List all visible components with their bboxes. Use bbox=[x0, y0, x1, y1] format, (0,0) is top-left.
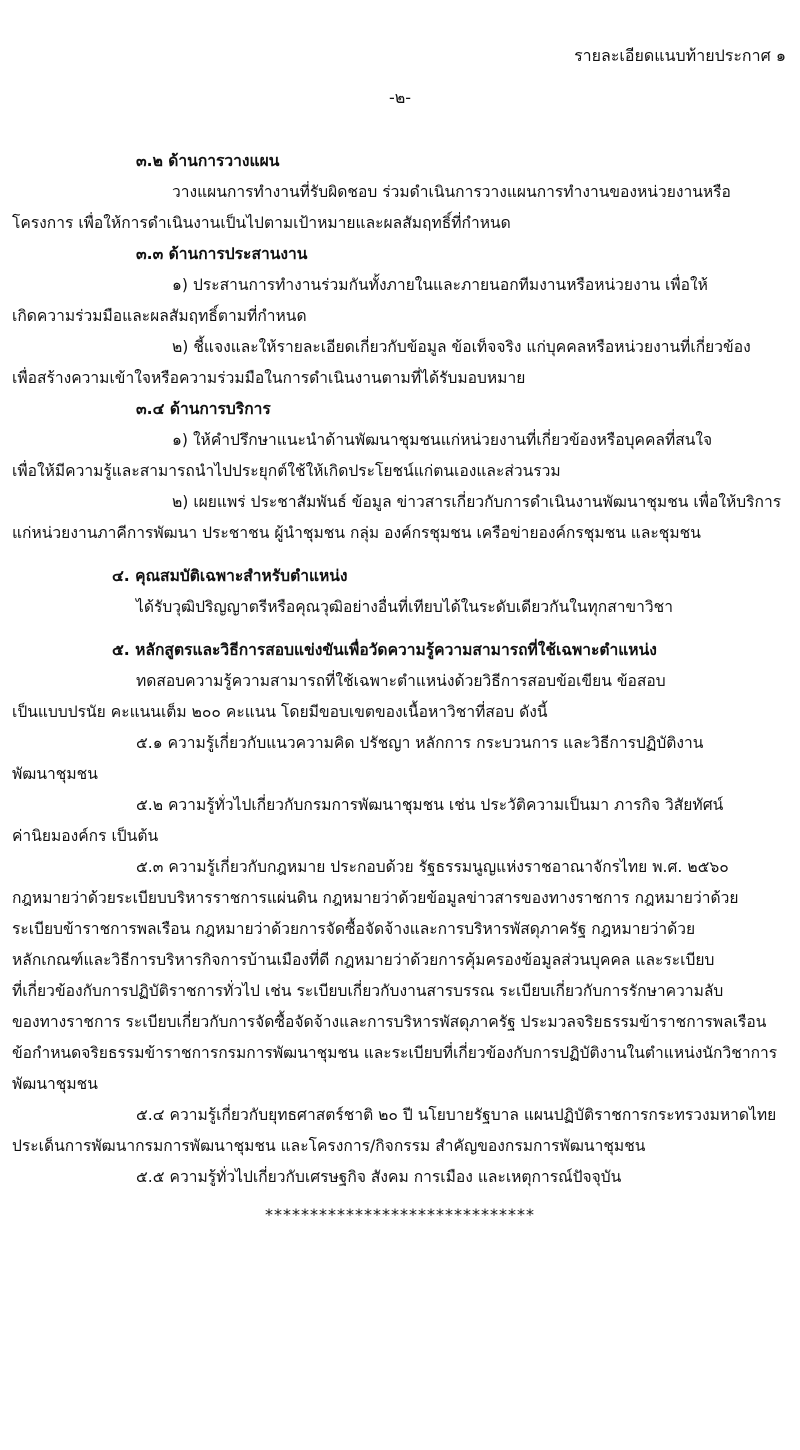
paragraph-line: ๒) ชี้แจงและให้รายละเอียดเกี่ยวกับข้อมูล ข้อเท็จจริง แก่บุคคลหรือหน่วยงานที่เกี่ยวข้อง bbox=[172, 338, 751, 356]
paragraph-line: ๑) ประสานการทำงานร่วมกันทั้งภายในและภายนอกทีมงานหรือหน่วยงาน เพื่อให้ bbox=[172, 276, 708, 294]
paragraph-line: ของทางราชการ ระเบียบเกี่ยวกับการจัดซื้อจัดจ้างและการบริหารพัสดุภาครัฐ ประมวลจริยธรรมข้าราชการพลเรือน bbox=[12, 1013, 767, 1031]
paragraph-line: พัฒนาชุมชน bbox=[12, 1075, 98, 1093]
paragraph-line: ทดสอบความรู้ความสามารถที่ใช้เฉพาะตำแหน่งด้วยวิธีการสอบข้อเขียน ข้อสอบ bbox=[136, 672, 666, 690]
page-number: -๒- bbox=[388, 88, 412, 107]
paragraph-line: ค่านิยมองค์กร เป็นต้น bbox=[12, 827, 159, 845]
attachment-header: รายละเอียดแนบท้ายประกาศ ๑ bbox=[574, 46, 786, 65]
paragraph-line: ระเบียบข้าราชการพลเรือน กฎหมายว่าด้วยการจัดซื้อจัดจ้างและการบริหารพัสดุภาครัฐ กฎหมายว่าด้วย bbox=[12, 920, 696, 938]
paragraph-line: ๑) ให้คำปรึกษาแนะนำด้านพัฒนาชุมชนแก่หน่วยงานที่เกี่ยวข้องหรือบุคคลที่สนใจ bbox=[172, 431, 713, 449]
paragraph-line: ๕.๓ ความรู้เกี่ยวกับกฎหมาย ประกอบด้วย รัฐธรรมนูญแห่งราชอาณาจักรไทย พ.ศ. ๒๕๖๐ bbox=[136, 858, 729, 876]
section-heading: ๔. คุณสมบัติเฉพาะสำหรับตำแหน่ง bbox=[112, 567, 348, 585]
paragraph-line: วางแผนการทำงานที่รับผิดชอบ ร่วมดำเนินการวางแผนการทำงานของหน่วยงานหรือ bbox=[172, 183, 731, 201]
paragraph-line: ๕.๒ ความรู้ทั่วไปเกี่ยวกับกรมการพัฒนาชุมชน เช่น ประวัติความเป็นมา ภารกิจ วิสัยทัศน์ bbox=[136, 796, 724, 814]
paragraph-line: โครงการ เพื่อให้การดำเนินงานเป็นไปตามเป้าหมายและผลสัมฤทธิ์ที่กำหนด bbox=[12, 214, 511, 232]
paragraph-line: เกิดความร่วมมือและผลสัมฤทธิ์ตามที่กำหนด bbox=[12, 307, 307, 325]
paragraph-line: ข้อกำหนดจริยธรรมข้าราชการกรมการพัฒนาชุมชน และระเบียบที่เกี่ยวข้องกับการปฏิบัติงานในตำแหน่งนักวิชาการ bbox=[12, 1044, 778, 1062]
section-heading: ๓.๓ ด้านการประสานงาน bbox=[136, 245, 308, 263]
paragraph-line: พัฒนาชุมชน bbox=[12, 765, 98, 783]
section-heading: ๓.๔ ด้านการบริการ bbox=[136, 400, 271, 418]
paragraph-line: กฎหมายว่าด้วยระเบียบบริหารราชการแผ่นดิน กฎหมายว่าด้วยข้อมูลข่าวสารของทางราชการ กฎหมายว่าด้วย bbox=[12, 889, 739, 907]
paragraph-line: ๒) เผยแพร่ ประชาสัมพันธ์ ข้อมูล ข่าวสารเกี่ยวกับการดำเนินงานพัฒนาชุมชน เพื่อให้บริการ bbox=[172, 493, 782, 511]
paragraph-line: เพื่อให้มีความรู้และสามารถนำไปประยุกต์ใช้ให้เกิดประโยชน์แก่ตนเองและส่วนรวม bbox=[12, 462, 561, 480]
section-heading: ๓.๒ ด้านการวางแผน bbox=[136, 152, 280, 170]
paragraph-line: ๕.๕ ความรู้ทั่วไปเกี่ยวกับเศรษฐกิจ สังคม การเมือง และเหตุการณ์ปัจจุบัน bbox=[136, 1168, 622, 1186]
paragraph-line: ประเด็นการพัฒนากรมการพัฒนาชุมชน และโครงการ/กิจกรรม สำคัญของกรมการพัฒนาชุมชน bbox=[12, 1137, 646, 1155]
paragraph-line: หลักเกณฑ์และวิธีการบริหารกิจการบ้านเมืองที่ดี กฎหมายว่าด้วยการคุ้มครองข้อมูลส่วนบุคคล และระเบียบ bbox=[12, 951, 715, 969]
spacer bbox=[0, 549, 800, 561]
paragraph-line: เพื่อสร้างความเข้าใจหรือความร่วมมือในการดำเนินงานตามที่ได้รับมอบหมาย bbox=[12, 369, 526, 387]
paragraph-line: ที่เกี่ยวข้องกับการปฏิบัติราชการทั่วไป เช่น ระเบียบเกี่ยวกับงานสารบรรณ ระเบียบเกี่ยวกับการรักษาความลับ bbox=[12, 982, 724, 1000]
paragraph-line: ๕.๔ ความรู้เกี่ยวกับยุทธศาสตร์ชาติ ๒๐ ปี นโยบายรัฐบาล แผนปฏิบัติราชการกระทรวงมหาดไทย bbox=[136, 1106, 777, 1124]
paragraph-line: แก่หน่วยงานภาคีการพัฒนา ประชาชน ผู้นำชุมชน กลุ่ม องค์กรชุมชน เครือข่ายองค์กรชุมชน และชุมชน bbox=[12, 524, 701, 542]
section-heading: ๕. หลักสูตรและวิธีการสอบแข่งขันเพื่อวัดความรู้ความสามารถที่ใช้เฉพาะตำแหน่ง bbox=[112, 641, 657, 659]
paragraph-line: ๕.๑ ความรู้เกี่ยวกับแนวความคิด ปรัชญา หลักการ กระบวนการ และวิธีการปฏิบัติงาน bbox=[136, 734, 704, 752]
document-body bbox=[0, 146, 800, 1193]
paragraph-line: ได้รับวุฒิปริญญาตรีหรือคุณวุฒิอย่างอื่นที่เทียบได้ในระดับเดียวกันในทุกสาขาวิชา bbox=[136, 598, 674, 616]
spacer bbox=[0, 623, 800, 635]
end-separator: ****************************** bbox=[265, 1205, 535, 1224]
paragraph-line: เป็นแบบปรนัย คะแนนเต็ม ๒๐๐ คะแนน โดยมีขอบเขตของเนื้อหาวิชาที่สอบ ดังนี้ bbox=[12, 703, 548, 721]
